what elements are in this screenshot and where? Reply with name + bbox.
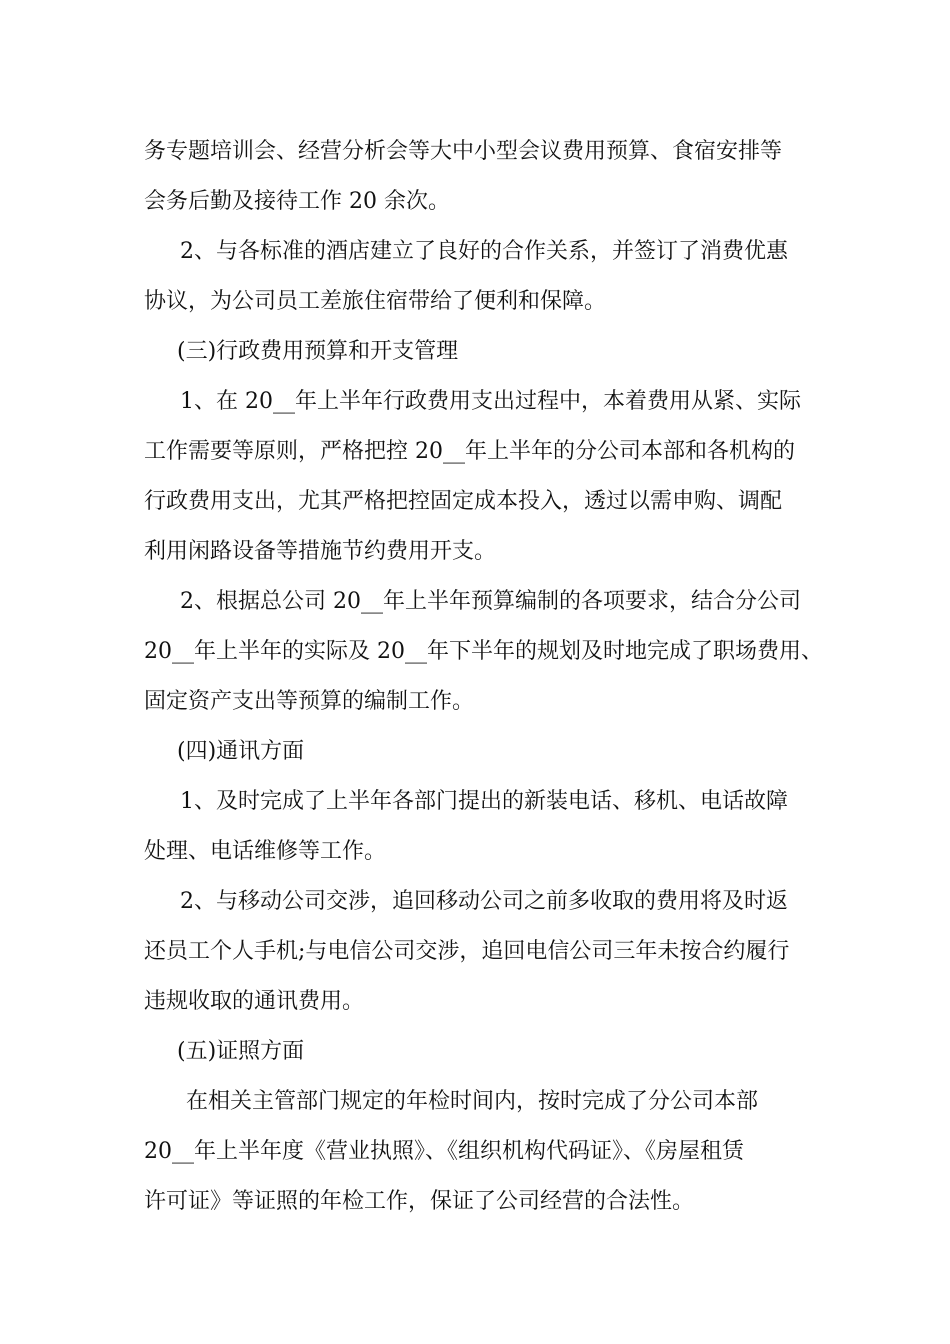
section-heading: (四)通讯方面: [177, 739, 305, 764]
text-line: 2、根据总公司 20__年上半年预算编制的各项要求，结合分公司: [180, 589, 801, 614]
text-line: 会务后勤及接待工作 20 余次。: [144, 189, 450, 214]
text-line: 许可证》等证照的年检工作，保证了公司经营的合法性。: [144, 1189, 695, 1214]
text-line: 20__年上半年度《营业执照》、《组织机构代码证》、《房屋租赁: [144, 1139, 744, 1164]
text-line: 行政费用支出，尤其严格把控固定成本投入，透过以需申购、调配: [144, 489, 783, 514]
text-line: 务专题培训会、经营分析会等大中小型会议费用预算、食宿安排等: [144, 139, 783, 164]
text-line: 还员工个人手机;与电信公司交涉，追回电信公司三年未按合约履行: [144, 939, 790, 964]
text-line: 在相关主管部门规定的年检时间内，按时完成了分公司本部: [186, 1089, 759, 1114]
text-line: 2、与移动公司交涉，追回移动公司之前多收取的费用将及时返: [180, 889, 788, 914]
text-line: 违规收取的通讯费用。: [144, 989, 365, 1014]
section-heading: (五)证照方面: [177, 1039, 305, 1064]
text-line: 2、与各标准的酒店建立了良好的合作关系，并签订了消费优惠: [180, 239, 788, 264]
text-line: 1、及时完成了上半年各部门提出的新装电话、移机、电话故障: [180, 789, 788, 814]
section-heading: (三)行政费用预算和开支管理: [177, 339, 459, 364]
text-line: 工作需要等原则，严格把控 20__年上半年的分公司本部和各机构的: [144, 439, 795, 464]
text-line: 1、在 20__年上半年行政费用支出过程中，本着费用从紧、实际: [180, 389, 801, 414]
text-line: 20__年上半年的实际及 20__年下半年的规划及时地完成了职场费用、: [144, 639, 823, 664]
text-line: 协议，为公司员工差旅住宿带给了便利和保障。: [144, 289, 607, 314]
text-line: 固定资产支出等预算的编制工作。: [144, 689, 475, 714]
text-line: 利用闲路设备等措施节约费用开支。: [144, 539, 497, 564]
text-line: 处理、电话维修等工作。: [144, 839, 387, 864]
